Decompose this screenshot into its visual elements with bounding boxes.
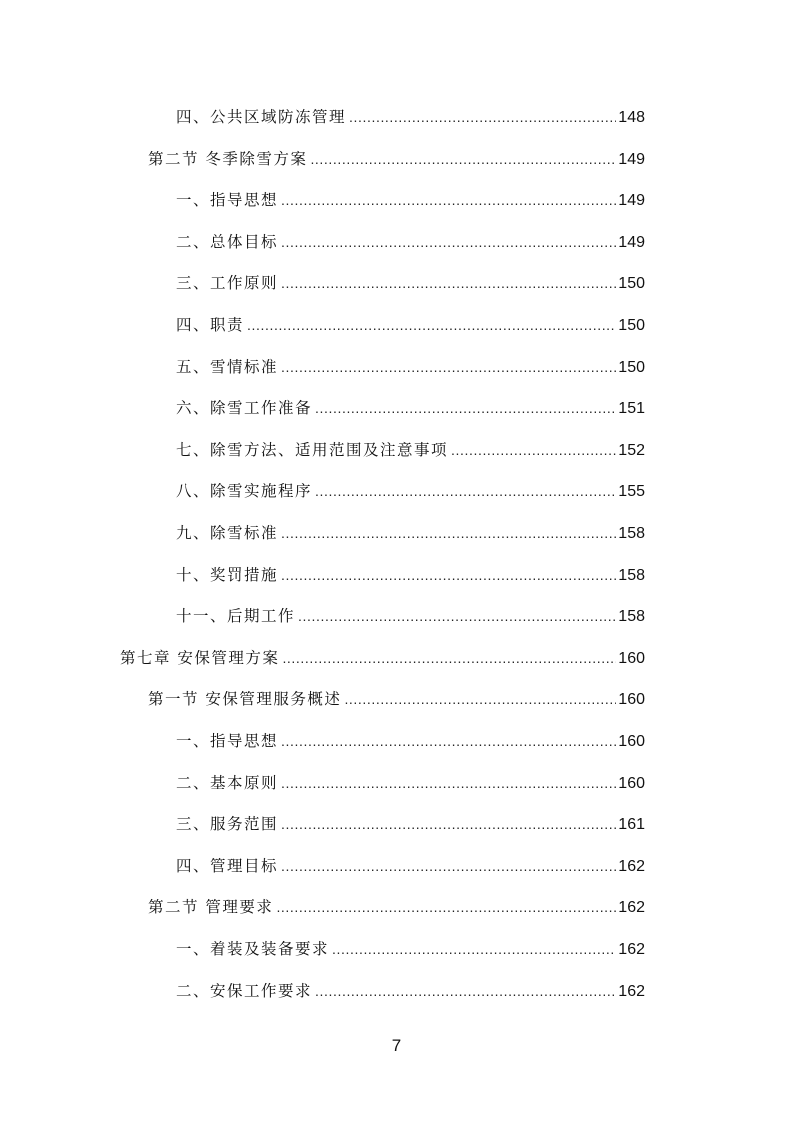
toc-entry-page-number: 150 <box>618 275 645 293</box>
dot-leader <box>281 854 616 878</box>
toc-subsection-entry[interactable] <box>176 812 645 836</box>
toc-section-entry[interactable] <box>148 687 645 711</box>
toc-entry-page-number: 158 <box>618 608 645 626</box>
dot-leader <box>332 937 616 961</box>
toc-entry-page-number: 160 <box>618 774 645 792</box>
toc-subsection-entry[interactable] <box>176 521 645 545</box>
toc-entry-label: 三、工作原则 <box>176 274 279 293</box>
toc-subsection-entry[interactable] <box>176 729 645 753</box>
dot-leader <box>281 812 616 836</box>
toc-entry-page-number: 150 <box>618 358 645 376</box>
toc-subsection-entry[interactable] <box>176 313 645 337</box>
toc-subsection-entry[interactable] <box>176 105 645 129</box>
toc-section-entry[interactable] <box>148 147 645 171</box>
dot-leader <box>451 438 616 462</box>
toc-entry-label: 四、职责 <box>176 316 245 334</box>
toc-entry-label: 二、总体目标 <box>176 232 279 251</box>
toc-entry-label: 一、着装及装备要求 <box>176 940 330 958</box>
toc-entry-page-number: 148 <box>618 109 645 126</box>
page-number: 7 <box>391 1036 402 1055</box>
toc-entry-page-number: 149 <box>618 233 645 251</box>
dot-leader <box>310 147 616 171</box>
toc-subsection-entry[interactable] <box>176 188 645 212</box>
toc-entry-page-number: 155 <box>618 483 645 501</box>
toc-entry-page-number: 160 <box>618 649 645 667</box>
toc-entry-label: 第七章 安保管理方案 <box>120 648 280 667</box>
toc-subsection-entry[interactable] <box>176 271 645 295</box>
toc-section-entry[interactable] <box>148 895 645 919</box>
toc-entry-page-number: 149 <box>618 192 645 210</box>
dot-leader <box>281 355 616 379</box>
toc-subsection-entry[interactable] <box>176 563 645 587</box>
dot-leader <box>281 521 616 545</box>
dot-leader <box>298 604 616 628</box>
toc-entry-label: 十一、后期工作 <box>176 607 296 626</box>
dot-leader <box>315 396 616 420</box>
toc-subsection-entry[interactable] <box>176 979 645 1003</box>
toc-entry-page-number: 162 <box>618 899 645 917</box>
toc-entry-label: 第一节 安保管理服务概述 <box>148 690 342 709</box>
toc-entry-label: 七、除雪方法、适用范围及注意事项 <box>176 440 449 459</box>
dot-leader <box>282 646 616 670</box>
toc-entry-label: 四、管理目标 <box>176 856 279 875</box>
toc-subsection-entry[interactable] <box>176 854 645 878</box>
toc-subsection-entry[interactable] <box>176 604 645 628</box>
dot-leader <box>349 105 616 129</box>
dot-leader <box>344 687 616 711</box>
toc-entry-page-number: 150 <box>618 317 645 334</box>
toc-entry-page-number: 152 <box>618 441 645 459</box>
toc-subsection-entry[interactable] <box>176 230 645 254</box>
toc-entry-page-number: 162 <box>618 941 645 958</box>
toc-subsection-entry[interactable] <box>176 396 645 420</box>
dot-leader <box>247 313 616 337</box>
dot-leader <box>281 230 616 254</box>
toc-entry-page-number: 162 <box>618 857 645 875</box>
dot-leader <box>281 729 616 753</box>
toc-entry-page-number: 161 <box>618 816 645 834</box>
toc-entry-page-number: 160 <box>618 691 645 709</box>
toc-entry-page-number: 151 <box>618 400 645 418</box>
toc-subsection-entry[interactable] <box>176 771 645 795</box>
toc-entry-page-number: 162 <box>618 982 645 1000</box>
toc-subsection-entry[interactable] <box>176 479 645 503</box>
dot-leader <box>281 563 616 587</box>
toc-entry-label: 二、安保工作要求 <box>176 981 313 1000</box>
toc-entry-label: 一、指导思想 <box>176 191 279 210</box>
toc-entry-page-number: 160 <box>618 733 645 750</box>
toc-subsection-entry[interactable] <box>176 937 645 961</box>
toc-entry-label: 九、除雪标准 <box>176 524 279 542</box>
toc-entry-label: 五、雪情标准 <box>176 357 279 376</box>
toc-entry-label: 六、除雪工作准备 <box>176 399 313 418</box>
dot-leader <box>281 188 616 212</box>
toc-entry-label: 八、除雪实施程序 <box>176 482 313 501</box>
toc-subsection-entry[interactable] <box>176 355 645 379</box>
dot-leader <box>276 895 616 919</box>
toc-entry-label: 一、指导思想 <box>176 732 279 750</box>
toc-entry-label: 四、公共区域防冻管理 <box>176 108 347 126</box>
toc-entry-page-number: 158 <box>618 525 645 542</box>
toc-subsection-entry[interactable] <box>176 438 645 462</box>
toc-chapter-entry[interactable] <box>120 646 645 670</box>
dot-leader <box>315 979 616 1003</box>
dot-leader <box>281 271 616 295</box>
toc-entry-page-number: 149 <box>618 150 645 168</box>
toc-entry-page-number: 158 <box>618 566 645 584</box>
toc-entry-label: 三、服务范围 <box>176 815 279 834</box>
toc-entry-label: 第二节 冬季除雪方案 <box>148 149 308 168</box>
dot-leader <box>315 479 616 503</box>
toc-entry-label: 十、奖罚措施 <box>176 565 279 584</box>
dot-leader <box>281 771 616 795</box>
toc-entry-label: 二、基本原则 <box>176 773 279 792</box>
toc-entry-label: 第二节 管理要求 <box>148 898 274 917</box>
